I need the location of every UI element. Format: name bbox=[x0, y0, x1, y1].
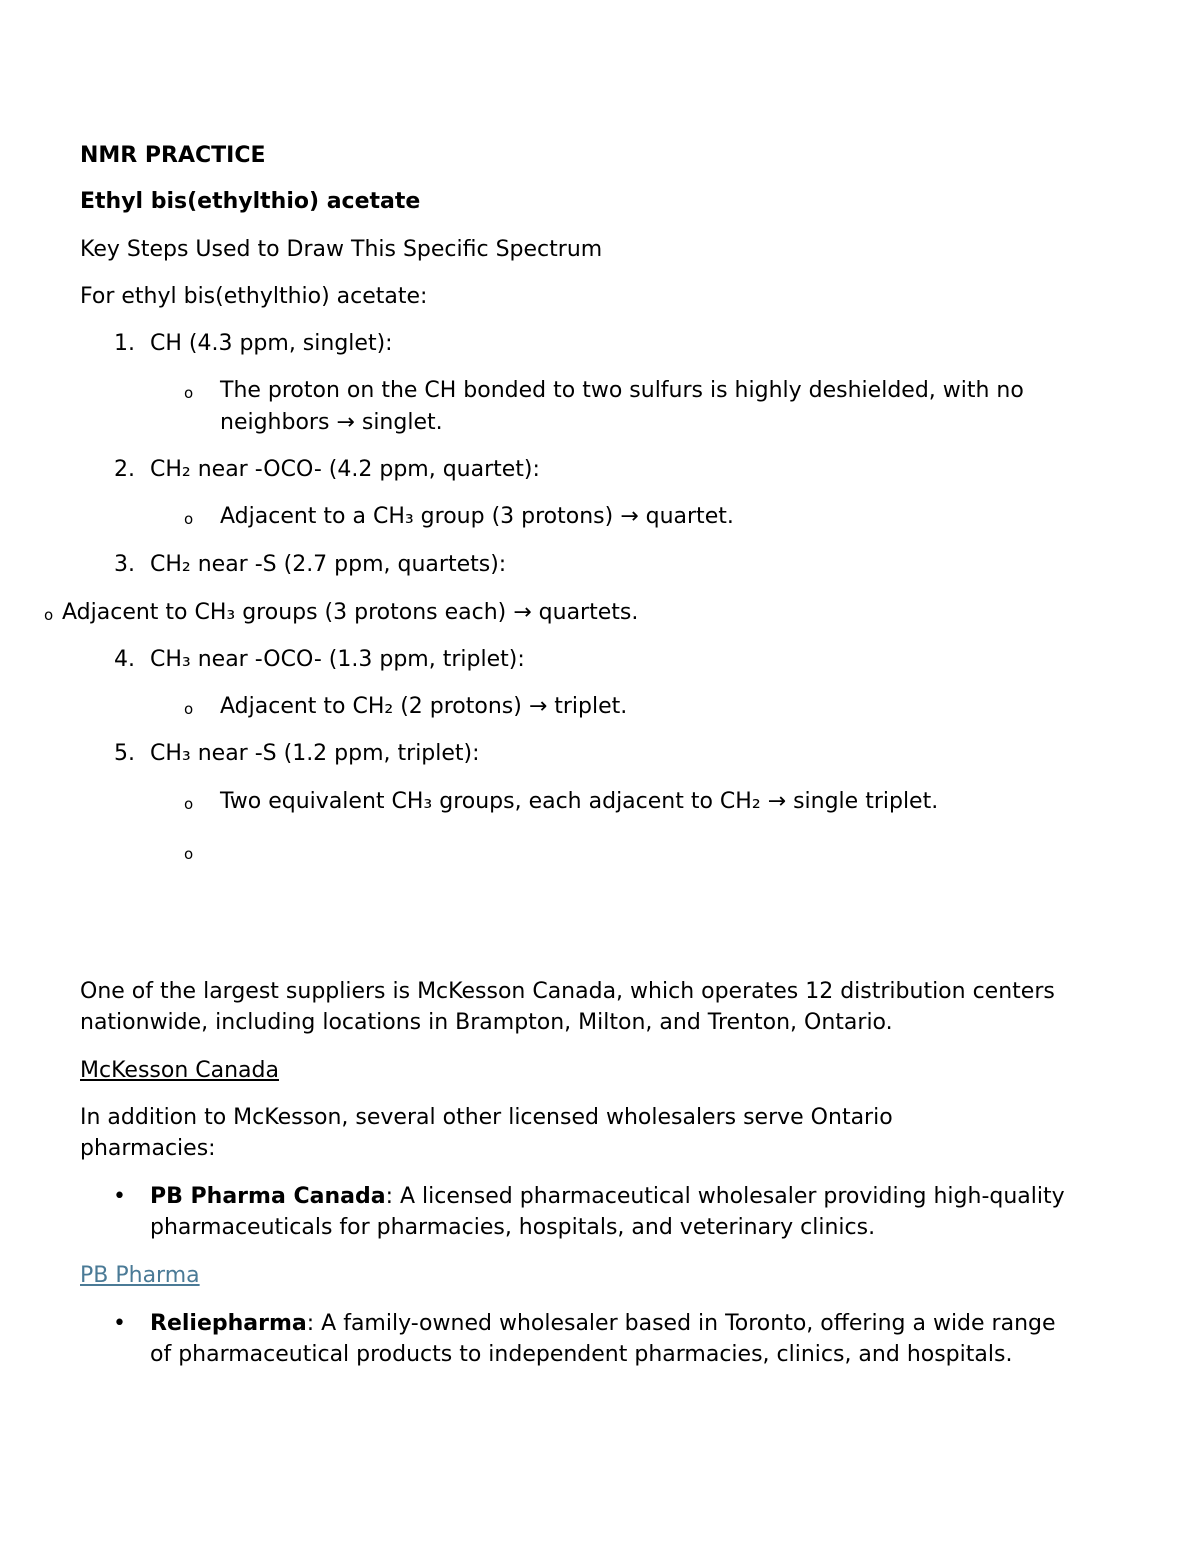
subtitle: Key Steps Used to Draw This Specific Spectrum bbox=[80, 237, 603, 262]
page-title: NMR PRACTICE bbox=[80, 143, 266, 168]
wholesaler-desc: : A licensed pharmaceutical wholesaler providing high-quality pharmaceuticals for pharmacies, hospitals, and veterinary clinics. bbox=[150, 1184, 1065, 1240]
step-number: 4. bbox=[114, 647, 135, 672]
step-detail: Adjacent to CH₂ (2 protons) → triplet. bbox=[220, 694, 628, 719]
step-title: CH₃ near -OCO- (1.3 ppm, triplet): bbox=[150, 647, 525, 672]
mckesson-label: McKesson Canada bbox=[80, 1058, 279, 1083]
bullet-dot: • bbox=[113, 1311, 126, 1336]
sub-bullet: o bbox=[44, 606, 54, 624]
sub-bullet: o bbox=[184, 384, 194, 402]
compound-title: Ethyl bis(ethylthio) acetate bbox=[80, 189, 421, 214]
step-title: CH₂ near -S (2.7 ppm, quartets): bbox=[150, 552, 507, 577]
pb-pharma-link[interactable]: PB Pharma bbox=[80, 1263, 200, 1288]
step-detail: The proton on the CH bonded to two sulfurs is highly deshielded, with no bbox=[220, 378, 1024, 403]
wholesaler-name: PB Pharma Canada bbox=[150, 1184, 386, 1209]
step-number: 3. bbox=[114, 552, 135, 577]
step-number: 5. bbox=[114, 741, 135, 766]
bullet-dot: • bbox=[113, 1184, 126, 1209]
step-title: CH₃ near -S (1.2 ppm, triplet): bbox=[150, 741, 480, 766]
sub-bullet: o bbox=[184, 845, 194, 863]
step-title: CH₂ near -OCO- (4.2 ppm, quartet): bbox=[150, 457, 540, 482]
mckesson-paragraph: One of the largest suppliers is McKesson Canada, which operates 12 distribution centers nationwide, including locations in Brampton, Milton, and Trenton, Ontario. bbox=[80, 979, 1055, 1035]
wholesaler-item bbox=[150, 1308, 1080, 1370]
step-detail: Two equivalent CH₃ groups, each adjacent to CH₂ → single triplet. bbox=[220, 789, 939, 814]
intro-text: For ethyl bis(ethylthio) acetate: bbox=[80, 284, 428, 309]
sub-bullet: o bbox=[184, 700, 194, 718]
step-number: 1. bbox=[114, 331, 135, 356]
step-number: 2. bbox=[114, 457, 135, 482]
wholesaler-desc: : A family-owned wholesaler based in Toronto, offering a wide range of pharmaceutical products to independent pharmacies, clinics, and hospitals. bbox=[150, 1311, 1056, 1367]
sub-bullet: o bbox=[184, 795, 194, 813]
wholesaler-name: Reliepharma bbox=[150, 1311, 307, 1336]
step-title: CH (4.3 ppm, singlet): bbox=[150, 331, 393, 356]
step-detail: Adjacent to CH₃ groups (3 protons each) → quartets. bbox=[62, 600, 639, 625]
wholesalers-intro: In addition to McKesson, several other licensed wholesalers serve Ontario pharmacies: bbox=[80, 1105, 893, 1161]
sub-bullet: o bbox=[184, 510, 194, 528]
step-detail: neighbors → singlet. bbox=[220, 410, 443, 435]
step-detail: Adjacent to a CH₃ group (3 protons) → quartet. bbox=[220, 504, 734, 529]
wholesaler-item bbox=[150, 1181, 1080, 1243]
